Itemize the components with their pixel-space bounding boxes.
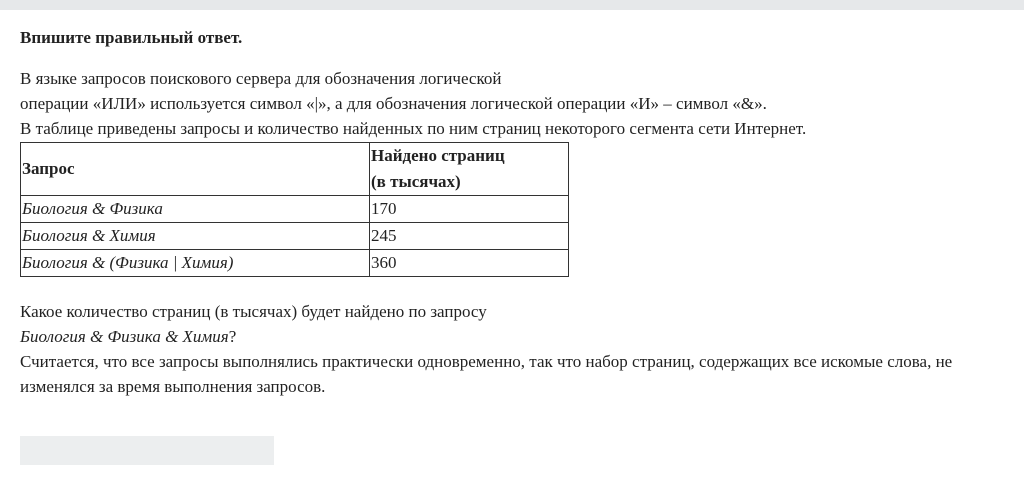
question-block [20,299,1010,399]
question-mark: ? [228,327,237,346]
count-cell: 360 [370,250,569,277]
header-count [370,143,569,196]
task-content [20,26,1010,399]
question-line-1: Какое количество страниц (в тысячах) будет найдено по запросу [20,302,487,321]
problem-line-1: В языке запросов поискового сервера для обозначения логической [20,69,502,88]
table-header-row [21,143,569,196]
header-count-line-1: Найдено страниц [371,146,505,165]
question-query: Биология & Физика & Химия [20,327,229,346]
question-line-3: Считается, что все запросы выполнялись практически одновременно, так что набор страниц, содержащих все искомые слова, не изменялся за время выполнения запросов. [20,352,953,396]
header-count-line-2: (в тысячах) [371,172,461,191]
top-bar [0,0,1024,10]
query-cell: Биология & (Физика | Химия) [21,250,370,277]
query-table [20,142,569,277]
table-row [21,223,569,250]
query-cell: Биология & Физика [21,196,370,223]
task-instruction: Впишите правильный ответ. [20,28,243,47]
question-query-line [20,324,1010,349]
count-cell: 170 [370,196,569,223]
answer-input[interactable] [20,436,274,465]
count-cell: 245 [370,223,569,250]
header-query: Запрос [21,143,370,196]
problem-line-3: В таблице приведены запросы и количество найденных по ним страниц некоторого сегмента сети Интернет. [20,119,807,138]
problem-statement [20,66,1010,141]
table-row [21,196,569,223]
problem-line-2: операции «ИЛИ» используется символ «|», а для обозначения логической операции «И» – символ «&». [20,94,767,113]
table-row [21,250,569,277]
query-cell: Биология & Химия [21,223,370,250]
